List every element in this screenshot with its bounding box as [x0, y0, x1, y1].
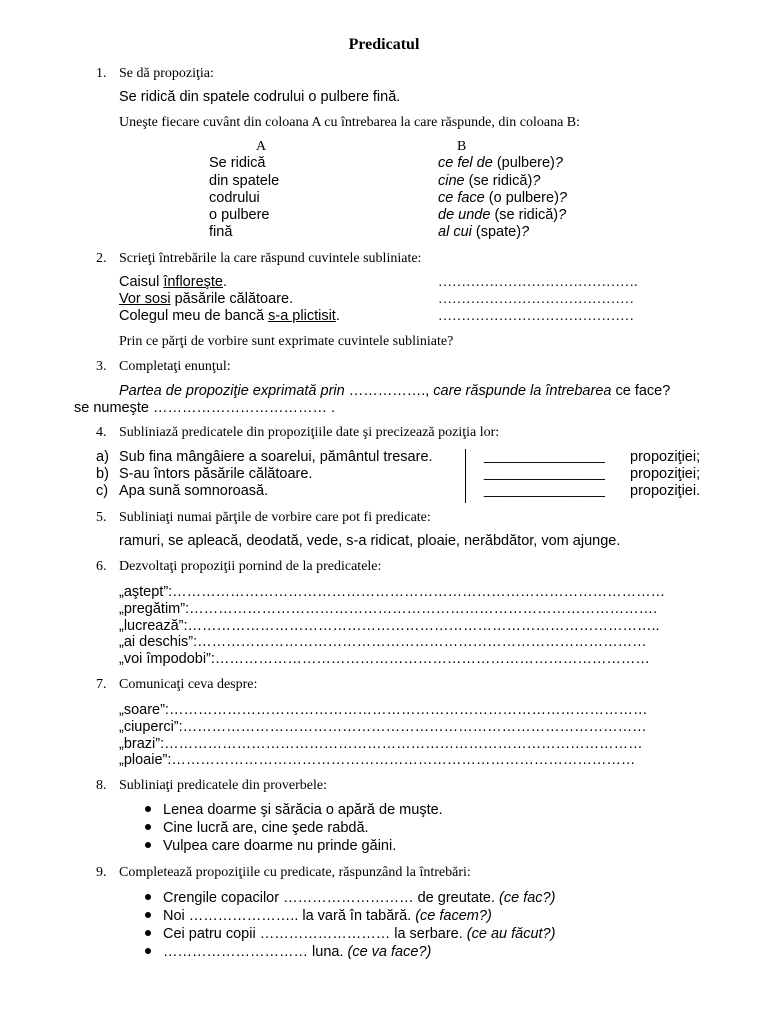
q4-item-text: S-au întors păsările călătoare. [119, 466, 313, 482]
q8-number: 8. [96, 778, 107, 793]
q2-sentence-start: Caisul [119, 274, 164, 290]
q1-col-b-question: ce fel de [438, 155, 493, 171]
q4-item-text: Sub fina mângâiere a soarelui, pământul tresare. [119, 449, 433, 465]
q5-number: 5. [96, 510, 107, 525]
q8-proverb-text: Lenea doarme şi sărăcia o apără de muşte. [163, 802, 443, 818]
q6-answer-line: „ai deschis”:………………………………………………………………………………… [119, 634, 647, 650]
q1-col-b-context: (se ridică) [490, 207, 559, 223]
q2-sentence-end: . [222, 274, 228, 290]
q1-col-b-mark: ? [532, 173, 541, 189]
q2-underlined-word: înfloreşte [163, 274, 223, 290]
q2-sentence [119, 291, 293, 307]
q1-col-b-item [438, 207, 566, 223]
q8-proverb-text: Cine lucră are, cine şede rabdă. [163, 820, 369, 836]
q4-item-letter: a) [96, 449, 109, 465]
q1-col-b-item [438, 173, 540, 189]
q1-sentence: Se ridică din spatele codrului o pulbere fină. [119, 89, 401, 105]
q2-answer-line: …………………………………… [438, 292, 634, 307]
q8-proverb-text: Vulpea care doarme nu prinde găini. [163, 838, 397, 854]
q8-proverb [145, 802, 443, 818]
q1-col-b-question: cine [438, 173, 465, 189]
q9-item-hint: (ce fac?) [499, 890, 556, 906]
q2-sentence-end: . [335, 308, 340, 324]
q1-col-b-item [438, 155, 563, 171]
q9-item-hint: (ce au făcut?) [466, 926, 556, 942]
bullet-icon [145, 806, 151, 812]
q4-blank: _______________ [484, 482, 605, 498]
q9-item [145, 908, 492, 924]
q2-sentence [119, 308, 340, 324]
q3-statement-part: Partea de propoziţie exprimată prin [119, 383, 349, 399]
q2-answer-line: ……………………………………. [438, 275, 638, 290]
q1-col-b-context: (o pulbere) [484, 190, 559, 206]
q5-word-list: ramuri, se apleacă, deodată, vede, s-a ridicat, ploaie, nerăbdător, vom ajunge. [119, 533, 621, 549]
q6-text: Dezvoltaţi propoziţii pornind de la predicatele: [119, 559, 382, 574]
q3-text: Completaţi enunţul: [119, 359, 231, 374]
q9-text: Completează propoziţiile cu predicate, răspunzând la întrebări: [119, 865, 471, 880]
q2-number: 2. [96, 251, 107, 266]
q3-statement-line2: se numeşte ……………………………… . [74, 400, 336, 416]
bullet-icon [145, 912, 151, 918]
q1-col-b-item [438, 190, 567, 206]
q3-number: 3. [96, 359, 107, 374]
q9-item [145, 944, 431, 960]
q9-item [145, 926, 555, 942]
bullet-icon [145, 842, 151, 848]
q1-col-a-item: fină [209, 224, 233, 240]
q7-answer-line: „ploaie”:…………………………………………………………………………………… [119, 752, 636, 768]
q3-statement [119, 383, 670, 399]
q1-number: 1. [96, 66, 107, 81]
q1-col-b-mark: ? [554, 155, 563, 171]
q9-item-text: Crengile copacilor ……………………… de greutate. [163, 890, 500, 906]
q1-col-b-question: ce face [438, 190, 485, 206]
q1-col-a-item: Se ridică [209, 155, 266, 171]
q7-answer-line: „brazi”:……………………………………………………………………………………… [119, 736, 643, 752]
q7-text: Comunicaţi ceva despre: [119, 677, 258, 692]
q4-blank: _______________ [484, 465, 605, 481]
q1-col-b-context: (spate) [471, 224, 522, 240]
q4-item-label: propoziţiei; [630, 466, 701, 482]
q2-answer-line: …………………………………… [438, 309, 634, 324]
q2-underlined-word: s-a plictisit [268, 308, 336, 324]
q1-col-b-header: B [457, 139, 467, 154]
q5-text: Subliniaţi numai părţile de vorbire care pot fi predicate: [119, 510, 431, 525]
q2-text: Scrieţi întrebările la care răspund cuvintele subliniate: [119, 251, 422, 266]
q4-text: Subliniază predicatele din propoziţiile date şi precizează poziţia lor: [119, 425, 500, 440]
bullet-icon [145, 894, 151, 900]
q1-instruction: Uneşte fiecare cuvânt din coloana A cu întrebarea la care răspunde, din coloana B: [119, 115, 581, 130]
q7-answer-line: „ciuperci”:…………………………………………………………………………………… [119, 719, 647, 735]
q4-item-label: propoziţiei; [630, 449, 701, 465]
q8-proverb [145, 820, 369, 836]
q1-col-b-question: de unde [438, 207, 491, 223]
q1-col-b-context: (se ridică) [464, 173, 533, 189]
q1-col-b-mark: ? [521, 224, 530, 240]
q2-sentence [119, 274, 227, 290]
q4-item-label: propoziţiei. [630, 483, 701, 499]
q6-answer-line: „aştept”:………………………………………………………………………………………… [119, 584, 666, 600]
q3-question-word: ce face? [615, 383, 671, 399]
q2-sentence-start: Colegul meu de bancă [119, 308, 269, 324]
q1-text: Se dă propoziţia: [119, 66, 214, 81]
q2-sentence-end: păsările călătoare. [170, 291, 294, 307]
q9-item [145, 890, 555, 906]
q1-col-a-header: A [256, 139, 267, 154]
q8-text: Subliniaţi predicatele din proverbele: [119, 778, 327, 793]
bullet-icon [145, 948, 151, 954]
q8-proverb [145, 838, 396, 854]
q1-col-a-item: din spatele [209, 173, 280, 189]
q2-question: Prin ce părţi de vorbire sunt exprimate cuvintele subliniate? [119, 334, 454, 349]
q4-item-text: Apa sună somnoroasă. [119, 483, 269, 499]
q3-blank: ……………., [348, 383, 430, 399]
q6-answer-line: „voi împodobi”:……………………………………………………………………………… [119, 651, 650, 667]
q3-statement-part: care răspunde la întrebarea [429, 383, 616, 399]
q9-item-hint: (ce facem?) [415, 908, 492, 924]
page-title: Predicatul [348, 36, 420, 53]
q6-number: 6. [96, 559, 107, 574]
q9-item-text: ………………………… luna. [163, 944, 348, 960]
q6-answer-line: „lucrează”:…………………………………………………………………………………….. [119, 618, 660, 634]
q1-col-b-mark: ? [558, 207, 567, 223]
q4-number: 4. [96, 425, 107, 440]
q4-divider-line [465, 449, 466, 503]
q1-col-b-item [438, 224, 529, 240]
q1-col-b-mark: ? [558, 190, 567, 206]
q1-col-b-context: (pulbere) [492, 155, 555, 171]
q1-col-a-item: o pulbere [209, 207, 270, 223]
q1-col-a-item: codrului [209, 190, 260, 206]
q9-item-hint: (ce va face?) [347, 944, 432, 960]
bullet-icon [145, 824, 151, 830]
q4-item-letter: b) [96, 466, 109, 482]
q7-answer-line: „soare”:……………………………………………………………………………………… [119, 702, 648, 718]
q9-item-text: Noi ………………….. la vară în tabără. [163, 908, 416, 924]
q6-answer-line: „pregătim”:……………………………………………………………………………………. [119, 601, 658, 617]
q9-number: 9. [96, 865, 107, 880]
q2-underlined-word: Vor sosi [119, 291, 171, 307]
q7-number: 7. [96, 677, 107, 692]
q4-blank: _______________ [484, 448, 605, 464]
q1-col-b-question: al cui [438, 224, 472, 240]
q4-item-letter: c) [96, 483, 109, 499]
q9-item-text: Cei patru copii ……………………… la serbare. [163, 926, 467, 942]
bullet-icon [145, 930, 151, 936]
